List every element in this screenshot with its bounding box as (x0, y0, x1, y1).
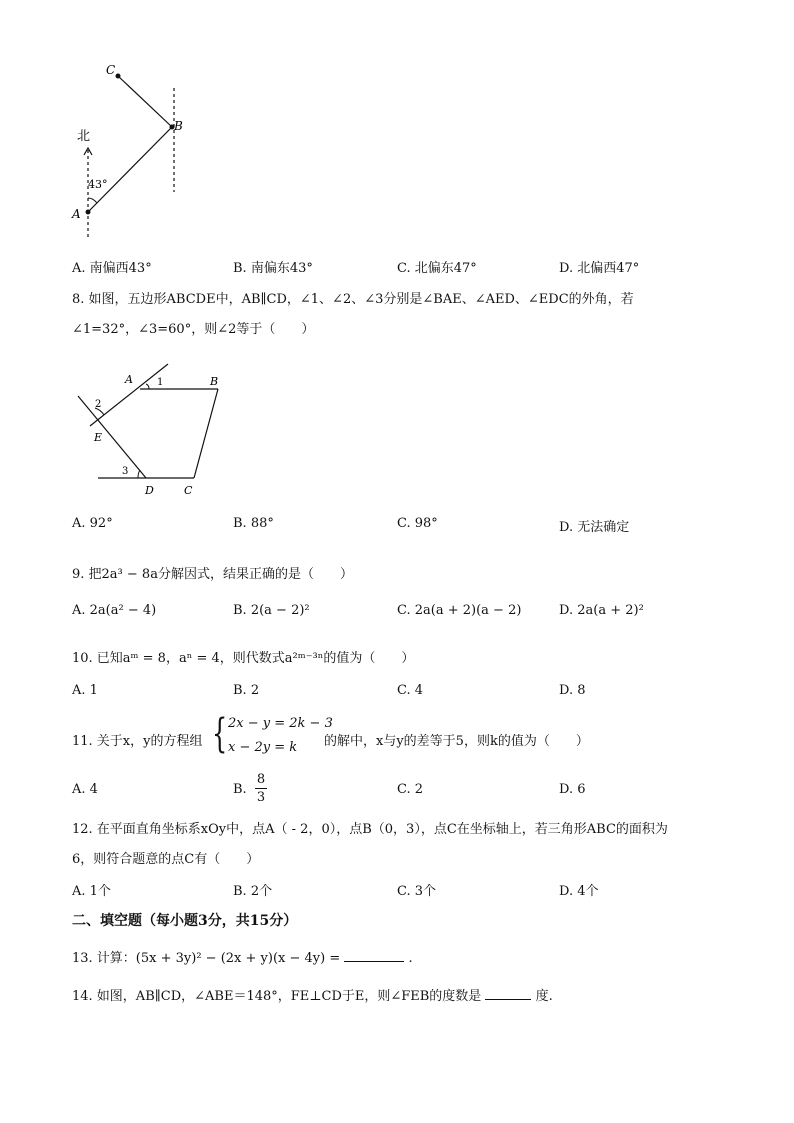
q10-option-d[interactable]: D. 8 (559, 683, 586, 698)
label-e: E (94, 431, 103, 444)
q11-equation-2: x − 2y = k (228, 740, 298, 755)
q7-option-b[interactable]: B. 南偏东43° (233, 261, 313, 276)
segment-bc (118, 76, 172, 127)
q11-suffix: 的解中，x与y的差等于5，则k的值为（ ） (324, 734, 589, 749)
q13-stem-row (72, 947, 413, 966)
q11-option-a[interactable]: A. 4 (72, 782, 98, 797)
q12-option-d[interactable]: D. 4个 (559, 884, 599, 899)
q11-fraction-denominator: 3 (256, 790, 266, 805)
point-c (116, 74, 121, 79)
label-angle-1: 1 (157, 377, 164, 388)
label-b: B (174, 119, 183, 133)
angle-arc (88, 198, 97, 203)
q9-stem: 9. 把2a³ − 8a分解因式，结果正确的是（ ） (72, 567, 353, 582)
label-angle-3: 3 (122, 466, 129, 477)
q7-figure (60, 58, 200, 248)
q7-option-c[interactable]: C. 北偏东47° (397, 261, 477, 276)
north-label: 北 (77, 129, 91, 144)
segment-ab (88, 127, 172, 212)
q9-option-d[interactable]: D. 2a(a + 2)² (559, 603, 644, 618)
angle-1-arc (146, 384, 149, 389)
label-c: C (106, 63, 116, 77)
q11-brace-icon: { (212, 711, 228, 757)
q11-equation-1: 2x − y = 2k − 3 (228, 716, 333, 731)
q14-stem: 14. 如图，AB∥CD，∠ABE＝148°，FE⊥CD于E，则∠FEB的度数是 (72, 989, 482, 1004)
section-title-fill-in: 二、填空题（每小题3分，共15分） (72, 913, 298, 929)
q11-option-d[interactable]: D. 6 (559, 782, 586, 797)
q14-end: 度. (535, 989, 553, 1004)
q13-answer-blank[interactable] (344, 949, 404, 962)
q12-option-c[interactable]: C. 3个 (397, 884, 437, 899)
q7-option-d[interactable]: D. 北偏西47° (559, 261, 640, 276)
q10-option-c[interactable]: C. 4 (397, 683, 424, 698)
label-c: C (184, 484, 193, 497)
q11-option-c[interactable]: C. 2 (397, 782, 424, 797)
q8-option-d[interactable]: D. 无法确定 (559, 520, 630, 535)
q14-answer-blank[interactable] (485, 987, 531, 1000)
q12-stem-line1: 12. 在平面直角坐标系xOy中，点A（ - 2，0），点B（0，3），点C在坐标轴上，若三角形ABC的面积为 (72, 822, 668, 837)
q12-stem-line2: 6，则符合题意的点C有（ ） (72, 852, 260, 867)
label-angle-2: 2 (95, 399, 102, 410)
q8-option-b[interactable]: B. 88° (233, 516, 274, 531)
q11-fraction-numerator: 8 (256, 772, 266, 787)
q8-option-c[interactable]: C. 98° (397, 516, 438, 531)
q10-stem: 10. 已知aᵐ = 8，aⁿ = 4，则代数式a²ᵐ⁻³ⁿ的值为（ ） (72, 651, 415, 666)
q10-option-a[interactable]: A. 1 (72, 683, 98, 698)
q13-end: . (408, 951, 413, 966)
angle-3-arc (138, 470, 140, 478)
point-a (86, 210, 91, 215)
q7-option-a[interactable]: A. 南偏西43° (72, 261, 152, 276)
q10-option-b[interactable]: B. 2 (233, 683, 260, 698)
q8-stem-line1: 8. 如图，五边形ABCDE中，AB∥CD，∠1、∠2、∠3分别是∠BAE、∠AED、∠EDC的外角，若 (72, 292, 634, 307)
label-b: B (210, 375, 219, 388)
q9-option-a[interactable]: A. 2a(a² − 4) (72, 603, 157, 618)
q8-stem-line2: ∠1=32°，∠3=60°，则∠2等于（ ） (72, 322, 315, 337)
q11-option-b-fraction (255, 772, 267, 806)
label-a: A (125, 373, 133, 386)
label-a: A (72, 207, 81, 221)
q11-option-b-label: B. (233, 782, 247, 797)
q8-option-a[interactable]: A. 92° (72, 516, 113, 531)
q9-option-c[interactable]: C. 2a(a + 2)(a − 2) (397, 603, 522, 618)
angle-label: 43° (88, 178, 108, 191)
segment-bc (194, 389, 218, 478)
q9-option-b[interactable]: B. 2(a − 2)² (233, 603, 310, 618)
q14-stem-row (72, 985, 553, 1004)
q12-option-b[interactable]: B. 2个 (233, 884, 273, 899)
label-d: D (145, 484, 154, 497)
q13-stem: 13. 计算：(5x + 3y)² − (2x + y)(x − 4y) = (72, 951, 341, 966)
q11-prefix: 11. 关于x，y的方程组 (72, 734, 203, 749)
q8-figure (70, 356, 240, 502)
q12-option-a[interactable]: A. 1个 (72, 884, 111, 899)
